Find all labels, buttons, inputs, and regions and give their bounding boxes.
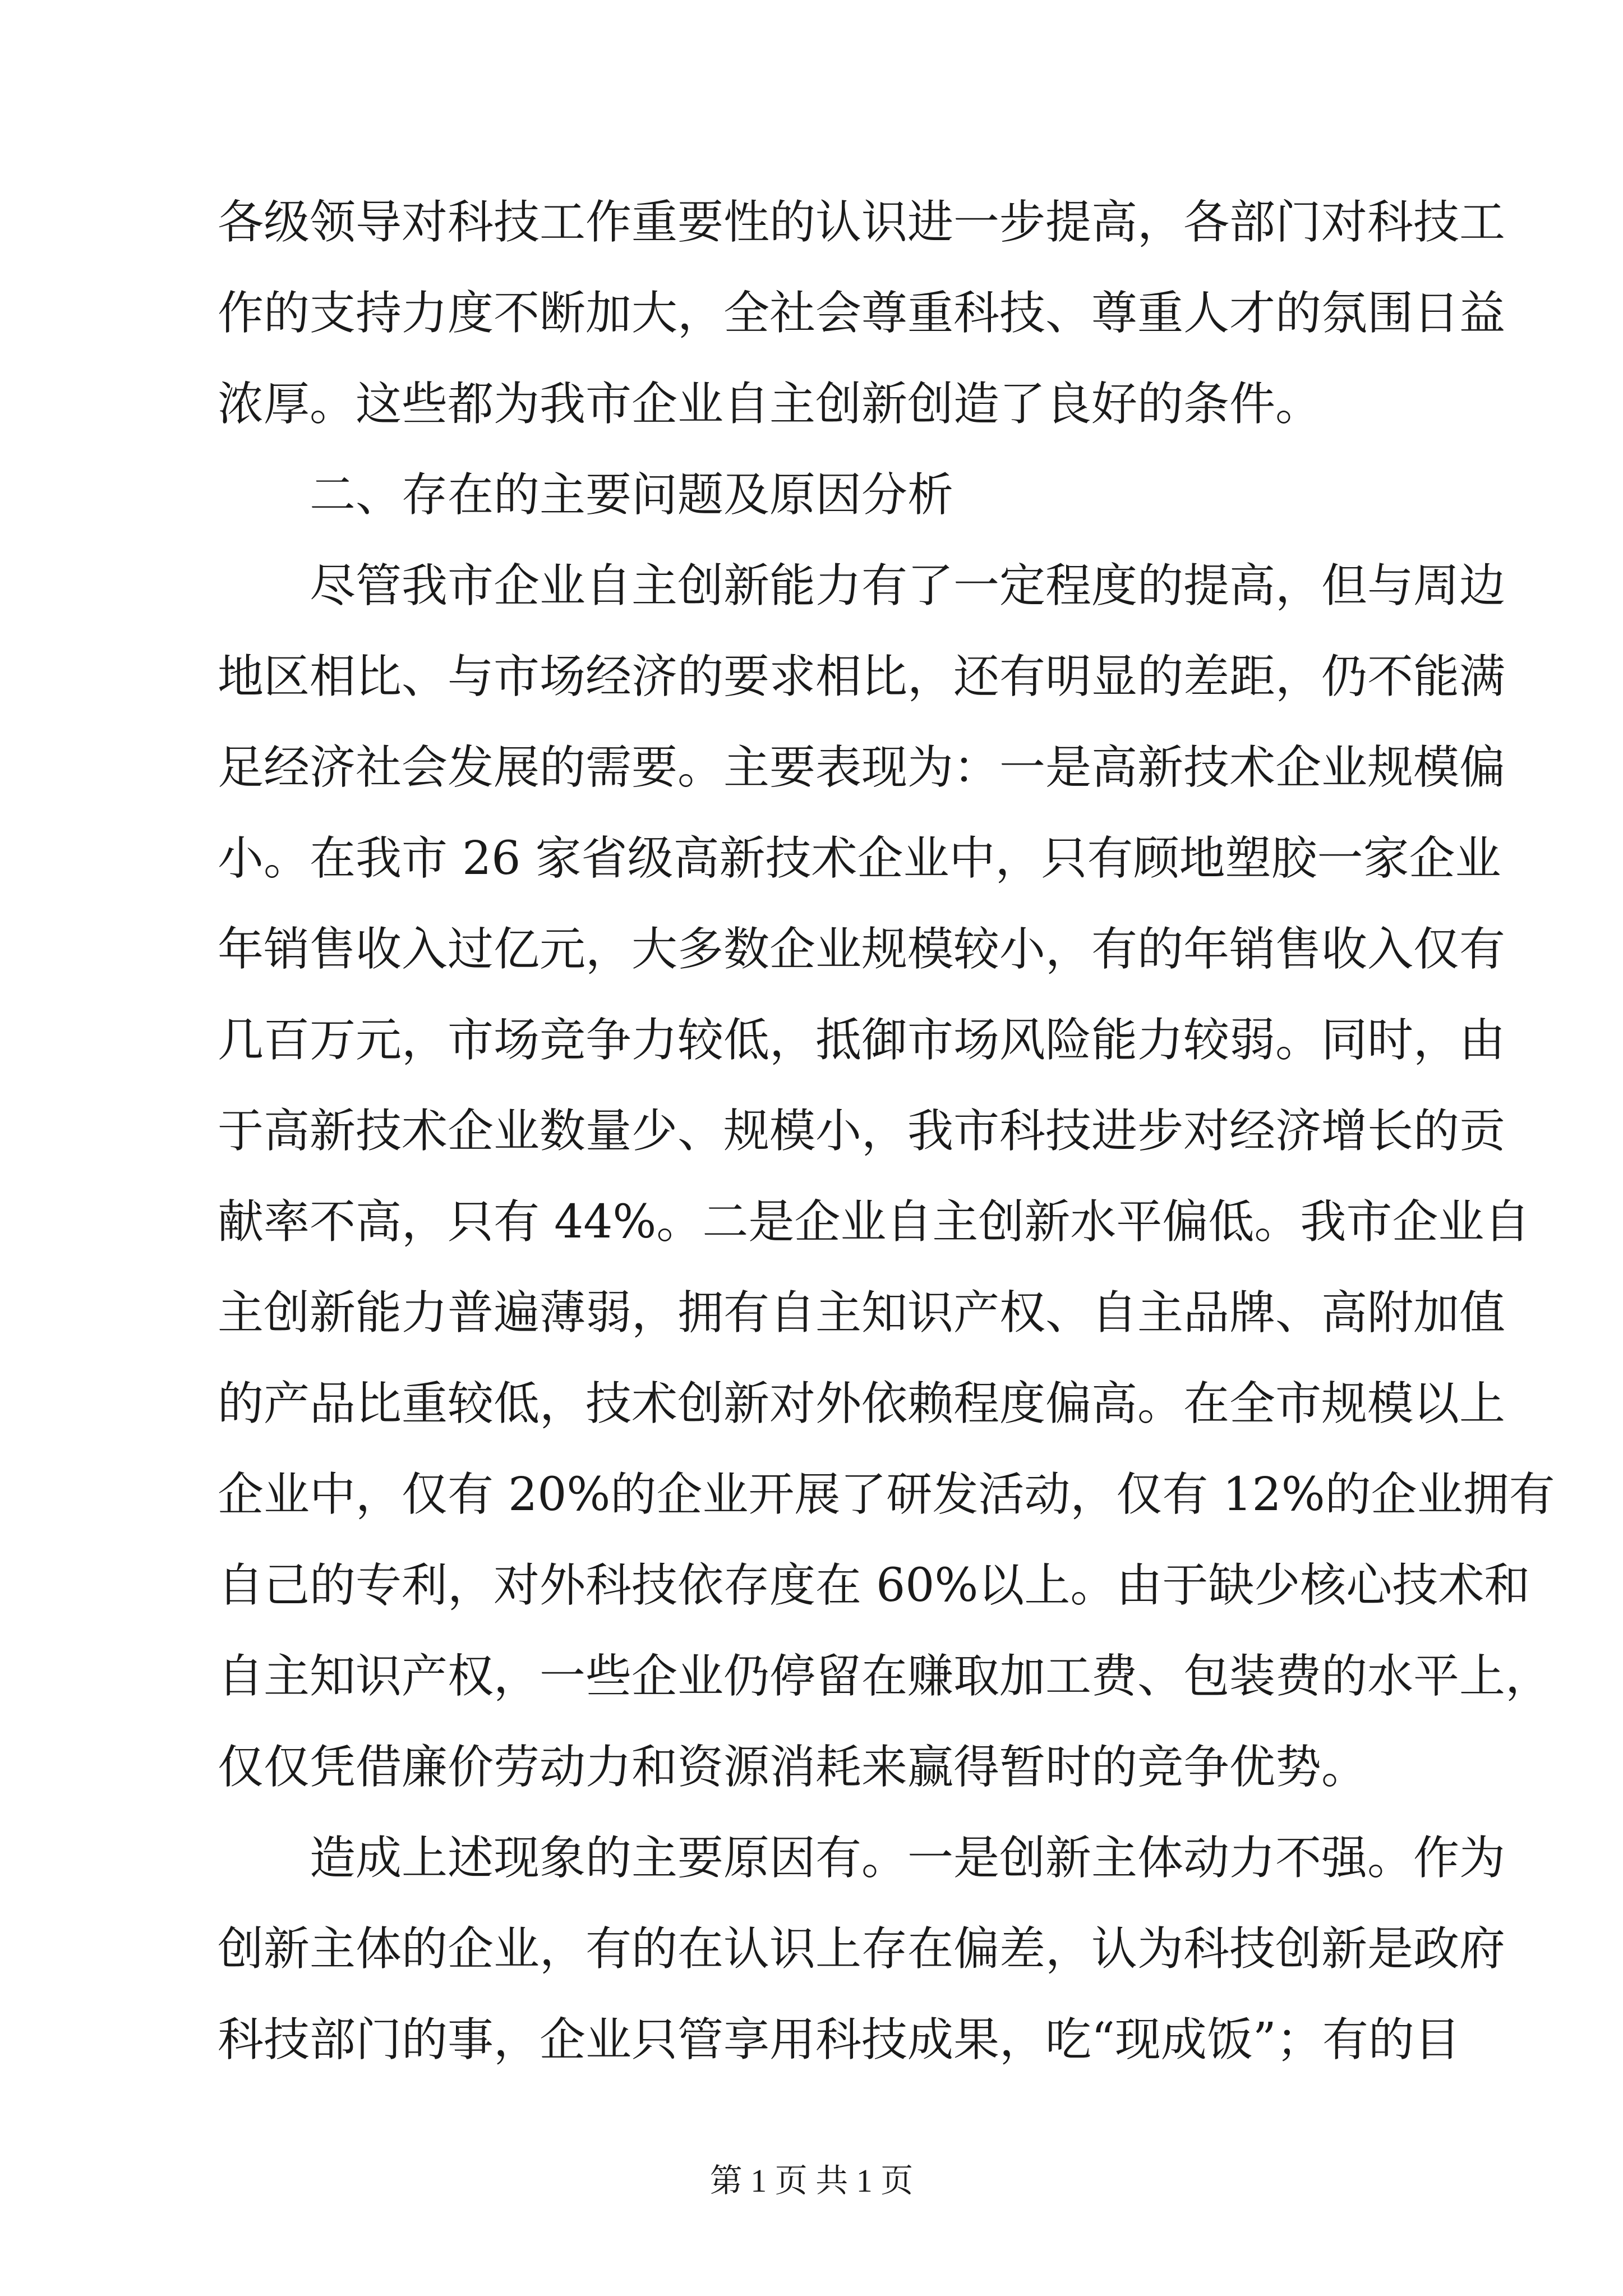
text-line: 足经济社会发展的需要。主要表现为：一是高新技术企业规模偏 <box>218 741 1506 794</box>
text-line: 作的支持力度不断加大，全社会尊重科技、尊重人才的氛围日益 <box>218 287 1506 340</box>
text-line: 仅仅凭借廉价劳动力和资源消耗来赢得暂时的竞争优势。 <box>218 1741 1368 1794</box>
text-line: 尽管我市企业自主创新能力有了一定程度的提高，但与周边 <box>218 559 1506 613</box>
text-line: 造成上述现象的主要原因有。一是创新主体动力不强。作为 <box>218 1832 1506 1885</box>
text-line: 献率不高，只有 44%。二是企业自主创新水平偏低。我市企业自 <box>218 1195 1530 1249</box>
text-line: 几百万元，市场竞争力较低，抵御市场风险能力较弱。同时，由 <box>218 1014 1506 1067</box>
text-line: 浓厚。这些都为我市企业自主创新创造了良好的条件。 <box>218 378 1322 431</box>
text-line: 创新主体的企业，有的在认识上存在偏差，认为科技创新是政府 <box>218 1922 1506 1976</box>
text-line: 自主知识产权，一些企业仍停留在赚取加工费、包装费的水平上， <box>218 1650 1552 1703</box>
text-line: 小。在我市 26 家省级高新技术企业中，只有顾地塑胶一家企业 <box>218 832 1501 885</box>
text-line: 企业中，仅有 20%的企业开展了研发活动，仅有 12%的企业拥有 <box>218 1468 1555 1521</box>
text-line: 自己的专利，对外科技依存度在 60%以上。由于缺少核心技术和 <box>218 1559 1530 1612</box>
text-line: 的产品比重较低，技术创新对外依赖程度偏高。在全市规模以上 <box>218 1377 1506 1430</box>
text-line: 主创新能力普遍薄弱，拥有自主知识产权、自主品牌、高附加值 <box>218 1286 1506 1340</box>
text-line: 年销售收入过亿元，大多数企业规模较小，有的年销售收入仅有 <box>218 923 1506 976</box>
text-line: 地区相比、与市场经济的要求相比，还有明显的差距，仍不能满 <box>218 650 1506 703</box>
text-line: 科技部门的事，企业只管享用科技成果，吃“现成饭”；有的目 <box>218 2013 1460 2067</box>
page-number-label: 第 1 页 共 1 页 <box>709 2162 914 2199</box>
section-heading: 二、存在的主要问题及原因分析 <box>218 468 954 522</box>
page-footer <box>0 2159 1623 2203</box>
text-line: 于高新技术企业数量少、规模小，我市科技进步对经济增长的贡 <box>218 1105 1506 1158</box>
body-text <box>218 177 1555 2086</box>
text-line: 各级领导对科技工作重要性的认识进一步提高，各部门对科技工 <box>218 196 1506 249</box>
